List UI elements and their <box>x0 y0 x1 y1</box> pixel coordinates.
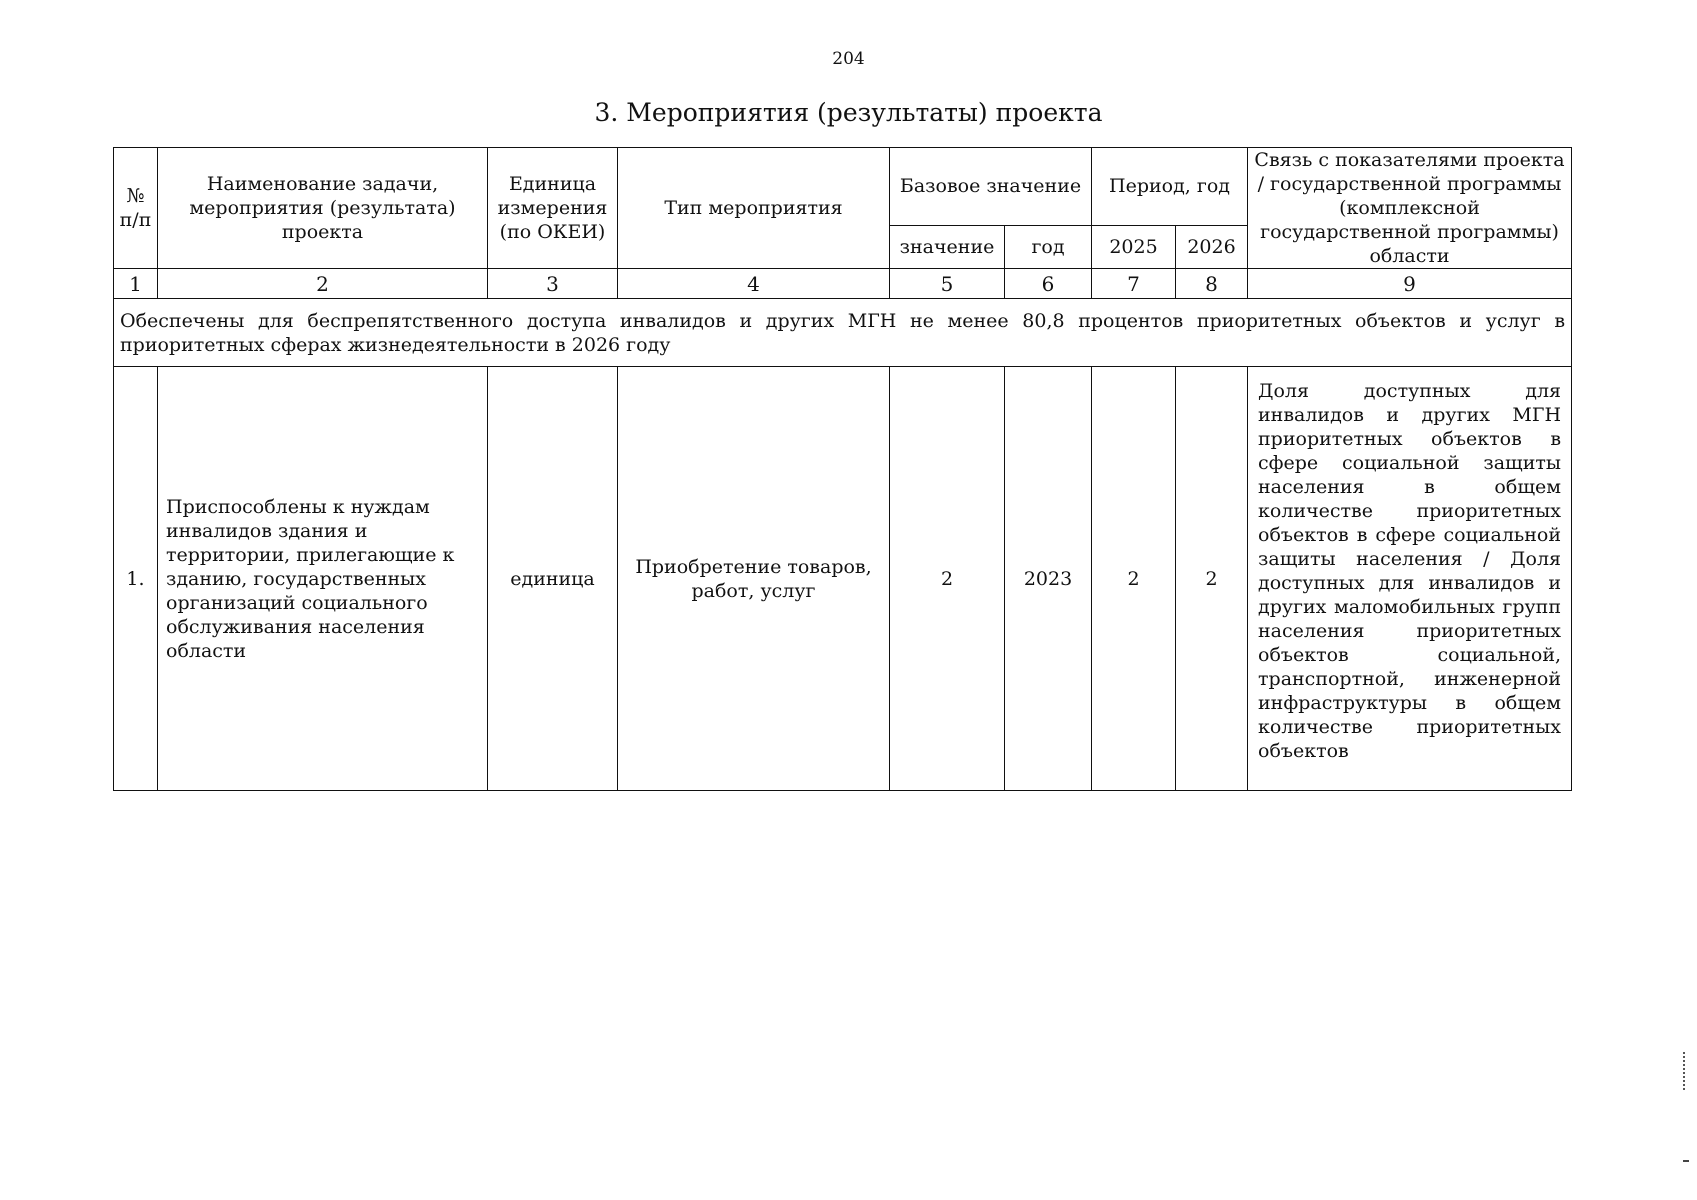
margin-mark <box>1683 1160 1689 1162</box>
row-type: Приобретение товаров, работ, услуг <box>618 367 890 791</box>
header-name: Наименование задачи, мероприятия (результата) проекта <box>158 148 488 269</box>
header-base: Базовое значение <box>890 148 1092 226</box>
row-link-indicators: Доля доступных для инвалидов и других МГН приоритетных объектов в сфере социальной защиты населения в общем количестве приоритетных объектов в сфере социальной защиты населения / Доля доступных для инвалидов и других маломобильных групп населения приоритетных объектов социальной, транспортной, инженерной инфраструктуры в общем количестве приоритетных объектов <box>1248 367 1572 791</box>
row-base-value: 2 <box>890 367 1005 791</box>
margin-mark <box>1683 1052 1687 1090</box>
header-row <box>114 148 1572 226</box>
header-year-2025: 2025 <box>1092 225 1176 268</box>
row-value-2026: 2 <box>1176 367 1248 791</box>
header-year-2026: 2026 <box>1176 225 1248 268</box>
header-num: № п/п <box>114 148 158 269</box>
column-number: 3 <box>488 269 618 299</box>
row-value-2025: 2 <box>1092 367 1176 791</box>
column-number-row <box>114 269 1572 299</box>
header-base-year: год <box>1005 225 1092 268</box>
column-number: 1 <box>114 269 158 299</box>
column-number: 7 <box>1092 269 1176 299</box>
page-title: 3. Мероприятия (результаты) проекта <box>594 98 1103 127</box>
header-base-value: значение <box>890 225 1005 268</box>
row-base-year: 2023 <box>1005 367 1092 791</box>
page-number: 204 <box>832 49 865 69</box>
measures-table <box>113 147 1572 791</box>
column-number: 4 <box>618 269 890 299</box>
row-task-name: Приспособлены к нуждам инвалидов здания и территории, прилегающие к зданию, государственных организаций социального обслуживания населения области <box>158 367 488 791</box>
header-type: Тип мероприятия <box>618 148 890 269</box>
column-number: 2 <box>158 269 488 299</box>
header-link: Связь с показателями проекта / государственной программы (комплексной государственной программы) области <box>1248 148 1572 269</box>
column-number: 9 <box>1248 269 1572 299</box>
section-row <box>114 299 1572 367</box>
header-period: Период, год <box>1092 148 1248 226</box>
section-title: Обеспечены для беспрепятственного доступа инвалидов и других МГН не менее 80,8 процентов приоритетных объектов и услуг в приоритетных сферах жизнедеятельности в 2026 году <box>114 299 1572 367</box>
column-number: 6 <box>1005 269 1092 299</box>
row-num: 1. <box>114 367 158 791</box>
row-unit: единица <box>488 367 618 791</box>
column-number: 5 <box>890 269 1005 299</box>
header-unit: Единица измерения (по ОКЕИ) <box>488 148 618 269</box>
column-number: 8 <box>1176 269 1248 299</box>
table-row <box>114 367 1572 791</box>
